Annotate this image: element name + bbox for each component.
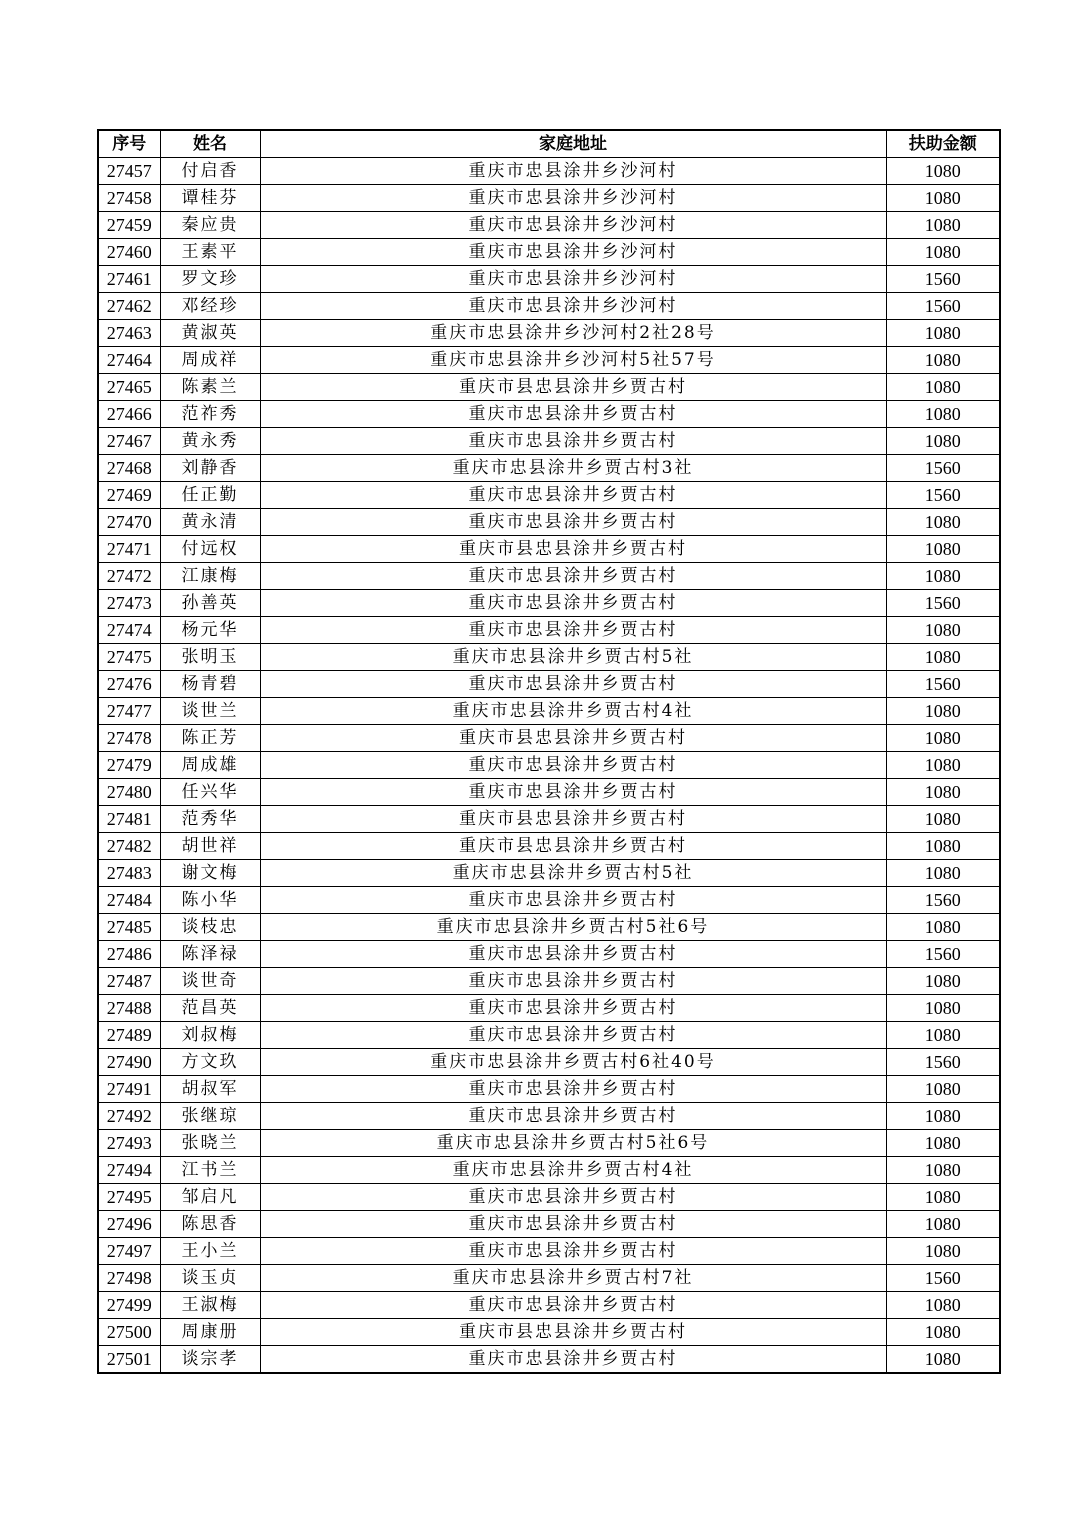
row-home-address: 重庆市忠县涂井乡沙河村: [260, 239, 886, 266]
row-name: 周康册: [160, 1319, 260, 1346]
row-serial-number: 27484: [98, 887, 160, 914]
table-row: [98, 401, 1000, 428]
table-row: [98, 590, 1000, 617]
row-subsidy-amount: 1080: [886, 752, 1000, 779]
table-row: [98, 1211, 1000, 1238]
row-name: 陈素兰: [160, 374, 260, 401]
row-serial-number: 27481: [98, 806, 160, 833]
header-serial-number: 序号: [98, 130, 160, 158]
row-home-address: 重庆市忠县涂井乡贾古村: [260, 1238, 886, 1265]
row-subsidy-amount: 1080: [886, 644, 1000, 671]
row-name: 方文玖: [160, 1049, 260, 1076]
row-name: 刘叔梅: [160, 1022, 260, 1049]
table-row: [98, 347, 1000, 374]
table-row: [98, 806, 1000, 833]
row-serial-number: 27466: [98, 401, 160, 428]
row-name: 陈小华: [160, 887, 260, 914]
row-subsidy-amount: 1560: [886, 887, 1000, 914]
table-row: [98, 1184, 1000, 1211]
row-home-address: 重庆市忠县涂井乡贾古村7社: [260, 1265, 886, 1292]
table-row: [98, 428, 1000, 455]
row-subsidy-amount: 1080: [886, 509, 1000, 536]
row-serial-number: 27478: [98, 725, 160, 752]
row-home-address: 重庆市忠县涂井乡贾古村5社6号: [260, 1130, 886, 1157]
row-serial-number: 27458: [98, 185, 160, 212]
row-name: 胡世祥: [160, 833, 260, 860]
table-row: [98, 536, 1000, 563]
row-subsidy-amount: 1080: [886, 347, 1000, 374]
row-name: 谈宗孝: [160, 1346, 260, 1374]
row-home-address: 重庆市忠县涂井乡贾古村: [260, 563, 886, 590]
row-subsidy-amount: 1080: [886, 1238, 1000, 1265]
table-row: [98, 644, 1000, 671]
row-home-address: 重庆市忠县涂井乡贾古村: [260, 428, 886, 455]
row-home-address: 重庆市忠县涂井乡贾古村: [260, 1211, 886, 1238]
row-home-address: 重庆市忠县涂井乡贾古村: [260, 1022, 886, 1049]
row-name: 付启香: [160, 158, 260, 185]
row-name: 范祚秀: [160, 401, 260, 428]
row-subsidy-amount: 1080: [886, 617, 1000, 644]
row-subsidy-amount: 1560: [886, 266, 1000, 293]
row-name: 任兴华: [160, 779, 260, 806]
row-name: 谭桂芬: [160, 185, 260, 212]
table-row: [98, 968, 1000, 995]
row-home-address: 重庆市忠县涂井乡贾古村5社: [260, 860, 886, 887]
header-home-address: 家庭地址: [260, 130, 886, 158]
table-row: [98, 887, 1000, 914]
row-name: 刘静香: [160, 455, 260, 482]
row-name: 陈泽禄: [160, 941, 260, 968]
row-subsidy-amount: 1080: [886, 536, 1000, 563]
row-name: 任正勤: [160, 482, 260, 509]
row-serial-number: 27475: [98, 644, 160, 671]
row-subsidy-amount: 1080: [886, 185, 1000, 212]
row-home-address: 重庆市忠县涂井乡贾古村: [260, 995, 886, 1022]
row-home-address: 重庆市忠县涂井乡贾古村5社6号: [260, 914, 886, 941]
row-subsidy-amount: 1080: [886, 1211, 1000, 1238]
row-subsidy-amount: 1080: [886, 1022, 1000, 1049]
row-subsidy-amount: 1080: [886, 968, 1000, 995]
table-row: [98, 779, 1000, 806]
row-subsidy-amount: 1560: [886, 293, 1000, 320]
row-home-address: 重庆市忠县涂井乡贾古村: [260, 671, 886, 698]
row-serial-number: 27499: [98, 1292, 160, 1319]
row-name: 王素平: [160, 239, 260, 266]
table-row: [98, 860, 1000, 887]
row-serial-number: 27483: [98, 860, 160, 887]
row-name: 黄永清: [160, 509, 260, 536]
subsidy-table: [97, 129, 1001, 1374]
row-serial-number: 27465: [98, 374, 160, 401]
table-row: [98, 1103, 1000, 1130]
row-name: 王淑梅: [160, 1292, 260, 1319]
row-subsidy-amount: 1080: [886, 374, 1000, 401]
row-name: 张明玉: [160, 644, 260, 671]
row-name: 邹启凡: [160, 1184, 260, 1211]
row-home-address: 重庆市县忠县涂井乡贾古村: [260, 833, 886, 860]
row-name: 谈世兰: [160, 698, 260, 725]
table-row: [98, 1076, 1000, 1103]
row-home-address: 重庆市忠县涂井乡贾古村: [260, 941, 886, 968]
row-home-address: 重庆市忠县涂井乡贾古村: [260, 509, 886, 536]
row-serial-number: 27496: [98, 1211, 160, 1238]
row-subsidy-amount: 1080: [886, 806, 1000, 833]
table-row: [98, 563, 1000, 590]
table-row: [98, 617, 1000, 644]
table-row: [98, 671, 1000, 698]
row-serial-number: 27457: [98, 158, 160, 185]
row-name: 杨元华: [160, 617, 260, 644]
row-home-address: 重庆市忠县涂井乡贾古村: [260, 968, 886, 995]
row-subsidy-amount: 1080: [886, 428, 1000, 455]
table-row: [98, 941, 1000, 968]
table-row: [98, 725, 1000, 752]
row-serial-number: 27501: [98, 1346, 160, 1374]
row-name: 黄淑英: [160, 320, 260, 347]
row-name: 陈思香: [160, 1211, 260, 1238]
row-name: 黄永秀: [160, 428, 260, 455]
table-row: [98, 1022, 1000, 1049]
row-serial-number: 27468: [98, 455, 160, 482]
row-home-address: 重庆市忠县涂井乡沙河村: [260, 212, 886, 239]
row-name: 范昌英: [160, 995, 260, 1022]
table-row: [98, 1049, 1000, 1076]
row-serial-number: 27467: [98, 428, 160, 455]
row-subsidy-amount: 1080: [886, 914, 1000, 941]
row-home-address: 重庆市忠县涂井乡贾古村6社40号: [260, 1049, 886, 1076]
row-name: 周成雄: [160, 752, 260, 779]
row-serial-number: 27498: [98, 1265, 160, 1292]
row-serial-number: 27473: [98, 590, 160, 617]
row-home-address: 重庆市忠县涂井乡贾古村: [260, 482, 886, 509]
row-subsidy-amount: 1560: [886, 590, 1000, 617]
header-name: 姓名: [160, 130, 260, 158]
table-row: [98, 752, 1000, 779]
row-subsidy-amount: 1560: [886, 482, 1000, 509]
row-home-address: 重庆市忠县涂井乡贾古村: [260, 1346, 886, 1374]
row-name: 谈世奇: [160, 968, 260, 995]
row-home-address: 重庆市忠县涂井乡贾古村5社: [260, 644, 886, 671]
row-subsidy-amount: 1080: [886, 833, 1000, 860]
row-serial-number: 27460: [98, 239, 160, 266]
row-subsidy-amount: 1080: [886, 1130, 1000, 1157]
row-serial-number: 27461: [98, 266, 160, 293]
row-subsidy-amount: 1080: [886, 1103, 1000, 1130]
row-serial-number: 27463: [98, 320, 160, 347]
table-row: [98, 239, 1000, 266]
row-name: 范秀华: [160, 806, 260, 833]
row-serial-number: 27488: [98, 995, 160, 1022]
row-serial-number: 27480: [98, 779, 160, 806]
row-subsidy-amount: 1080: [886, 563, 1000, 590]
row-subsidy-amount: 1080: [886, 1319, 1000, 1346]
row-home-address: 重庆市县忠县涂井乡贾古村: [260, 374, 886, 401]
row-home-address: 重庆市忠县涂井乡贾古村: [260, 752, 886, 779]
table-row: [98, 482, 1000, 509]
row-serial-number: 27495: [98, 1184, 160, 1211]
row-subsidy-amount: 1080: [886, 320, 1000, 347]
table-row: [98, 833, 1000, 860]
row-home-address: 重庆市忠县涂井乡贾古村3社: [260, 455, 886, 482]
row-subsidy-amount: 1560: [886, 1265, 1000, 1292]
table-row: [98, 1157, 1000, 1184]
table-row: [98, 212, 1000, 239]
table-row: [98, 914, 1000, 941]
row-home-address: 重庆市忠县涂井乡贾古村: [260, 1076, 886, 1103]
table-row: [98, 1319, 1000, 1346]
table-row: [98, 158, 1000, 185]
table-row: [98, 1292, 1000, 1319]
row-home-address: 重庆市忠县涂井乡贾古村: [260, 401, 886, 428]
row-serial-number: 27482: [98, 833, 160, 860]
row-name: 陈正芳: [160, 725, 260, 752]
row-subsidy-amount: 1560: [886, 455, 1000, 482]
row-name: 罗文珍: [160, 266, 260, 293]
row-home-address: 重庆市忠县涂井乡沙河村: [260, 266, 886, 293]
row-subsidy-amount: 1080: [886, 1157, 1000, 1184]
row-serial-number: 27491: [98, 1076, 160, 1103]
row-home-address: 重庆市忠县涂井乡贾古村: [260, 887, 886, 914]
row-home-address: 重庆市忠县涂井乡贾古村: [260, 617, 886, 644]
row-home-address: 重庆市忠县涂井乡沙河村: [260, 185, 886, 212]
row-home-address: 重庆市县忠县涂井乡贾古村: [260, 806, 886, 833]
row-subsidy-amount: 1080: [886, 698, 1000, 725]
row-home-address: 重庆市忠县涂井乡沙河村: [260, 158, 886, 185]
row-subsidy-amount: 1080: [886, 779, 1000, 806]
row-serial-number: 27459: [98, 212, 160, 239]
table-row: [98, 266, 1000, 293]
row-serial-number: 27462: [98, 293, 160, 320]
table-row: [98, 374, 1000, 401]
row-serial-number: 27493: [98, 1130, 160, 1157]
row-home-address: 重庆市忠县涂井乡贾古村: [260, 590, 886, 617]
row-subsidy-amount: 1560: [886, 1049, 1000, 1076]
row-subsidy-amount: 1080: [886, 860, 1000, 887]
row-serial-number: 27497: [98, 1238, 160, 1265]
row-home-address: 重庆市忠县涂井乡贾古村: [260, 1184, 886, 1211]
table-row: [98, 698, 1000, 725]
table-row: [98, 995, 1000, 1022]
row-serial-number: 27485: [98, 914, 160, 941]
row-subsidy-amount: 1080: [886, 1292, 1000, 1319]
row-subsidy-amount: 1080: [886, 212, 1000, 239]
row-serial-number: 27486: [98, 941, 160, 968]
row-home-address: 重庆市忠县涂井乡贾古村4社: [260, 1157, 886, 1184]
row-serial-number: 27500: [98, 1319, 160, 1346]
row-name: 张继琼: [160, 1103, 260, 1130]
row-serial-number: 27489: [98, 1022, 160, 1049]
row-home-address: 重庆市忠县涂井乡贾古村: [260, 1292, 886, 1319]
row-serial-number: 27476: [98, 671, 160, 698]
row-subsidy-amount: 1080: [886, 239, 1000, 266]
row-subsidy-amount: 1080: [886, 1076, 1000, 1103]
row-serial-number: 27494: [98, 1157, 160, 1184]
row-subsidy-amount: 1080: [886, 995, 1000, 1022]
table-row: [98, 293, 1000, 320]
row-subsidy-amount: 1560: [886, 941, 1000, 968]
row-serial-number: 27479: [98, 752, 160, 779]
row-home-address: 重庆市忠县涂井乡沙河村2社28号: [260, 320, 886, 347]
table-row: [98, 1346, 1000, 1374]
row-name: 王小兰: [160, 1238, 260, 1265]
row-home-address: 重庆市忠县涂井乡贾古村: [260, 779, 886, 806]
row-serial-number: 27469: [98, 482, 160, 509]
row-name: 邓经珍: [160, 293, 260, 320]
subsidy-table-container: [97, 129, 999, 1374]
table-row: [98, 320, 1000, 347]
table-header-row: [98, 130, 1000, 158]
row-name: 付远权: [160, 536, 260, 563]
row-serial-number: 27472: [98, 563, 160, 590]
row-name: 江康梅: [160, 563, 260, 590]
row-subsidy-amount: 1560: [886, 671, 1000, 698]
row-name: 谈玉贞: [160, 1265, 260, 1292]
table-row: [98, 1130, 1000, 1157]
row-home-address: 重庆市县忠县涂井乡贾古村: [260, 1319, 886, 1346]
row-home-address: 重庆市忠县涂井乡贾古村: [260, 1103, 886, 1130]
table-row: [98, 509, 1000, 536]
table-row: [98, 455, 1000, 482]
row-subsidy-amount: 1080: [886, 1346, 1000, 1374]
table-row: [98, 185, 1000, 212]
row-serial-number: 27471: [98, 536, 160, 563]
row-name: 秦应贵: [160, 212, 260, 239]
table-row: [98, 1265, 1000, 1292]
row-serial-number: 27487: [98, 968, 160, 995]
row-serial-number: 27492: [98, 1103, 160, 1130]
row-serial-number: 27490: [98, 1049, 160, 1076]
row-subsidy-amount: 1080: [886, 1184, 1000, 1211]
row-serial-number: 27477: [98, 698, 160, 725]
row-subsidy-amount: 1080: [886, 158, 1000, 185]
row-name: 谢文梅: [160, 860, 260, 887]
row-name: 谈枝忠: [160, 914, 260, 941]
row-serial-number: 27474: [98, 617, 160, 644]
table-row: [98, 1238, 1000, 1265]
row-name: 周成祥: [160, 347, 260, 374]
header-subsidy-amount: 扶助金额: [886, 130, 1000, 158]
table-body: [98, 158, 1000, 1374]
row-home-address: 重庆市县忠县涂井乡贾古村: [260, 536, 886, 563]
row-home-address: 重庆市忠县涂井乡沙河村5社57号: [260, 347, 886, 374]
row-home-address: 重庆市县忠县涂井乡贾古村: [260, 725, 886, 752]
row-serial-number: 27464: [98, 347, 160, 374]
row-subsidy-amount: 1080: [886, 725, 1000, 752]
row-name: 江书兰: [160, 1157, 260, 1184]
row-subsidy-amount: 1080: [886, 401, 1000, 428]
row-name: 孙善英: [160, 590, 260, 617]
row-home-address: 重庆市忠县涂井乡贾古村4社: [260, 698, 886, 725]
row-name: 张晓兰: [160, 1130, 260, 1157]
row-name: 杨青碧: [160, 671, 260, 698]
row-name: 胡叔军: [160, 1076, 260, 1103]
row-serial-number: 27470: [98, 509, 160, 536]
row-home-address: 重庆市忠县涂井乡沙河村: [260, 293, 886, 320]
